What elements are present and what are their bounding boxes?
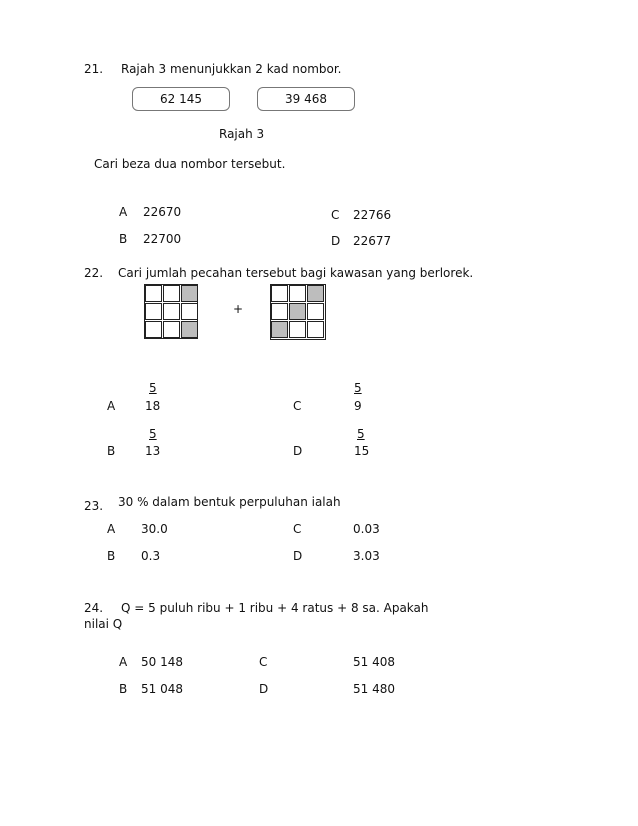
q22-option-a-denominator: 18 (145, 399, 161, 413)
q23-number: 23. (84, 499, 104, 513)
left-grid-cell-1-1 (163, 303, 180, 320)
q21-option-c-value: 22766 (353, 208, 392, 222)
right-grid-cell-1-0 (271, 303, 288, 320)
right-grid-cell-2-2 (307, 321, 324, 338)
left-grid-cell-0-1 (163, 285, 180, 302)
q22-option-b-numerator: 5 (149, 427, 157, 441)
q24-option-a-letter: A (119, 655, 128, 669)
q22-option-d-denominator: 15 (354, 444, 370, 458)
q21-prompt: Rajah 3 menunjukkan 2 kad nombor. (121, 62, 342, 76)
q22-number: 22. (84, 266, 104, 280)
q23-prompt: 30 % dalam bentuk perpuluhan ialah (118, 495, 341, 509)
q22-option-b-letter: B (107, 444, 116, 458)
q22-option-a-numerator: 5 (149, 381, 157, 395)
q23-option-b-value: 0.3 (141, 549, 161, 563)
right-grid-cell-0-2-shaded (307, 285, 324, 302)
left-grid-cell-1-0 (145, 303, 162, 320)
left-grid-cell-2-1 (163, 321, 180, 338)
q21-option-c-letter: C (331, 208, 340, 222)
q21-figure-label: Rajah 3 (219, 127, 265, 141)
right-grid-cell-2-0-shaded (271, 321, 288, 338)
q23-option-c-letter: C (293, 522, 302, 536)
right-grid-cell-2-1 (289, 321, 306, 338)
q22-option-c-letter: C (293, 399, 302, 413)
q24-option-b-value: 51 048 (141, 682, 183, 696)
q22-option-d-letter: D (293, 444, 303, 458)
right-grid-cell-1-1-shaded (289, 303, 306, 320)
q23-option-d-value: 3.03 (353, 549, 380, 563)
left-grid-cell-1-2 (181, 303, 198, 320)
q24-option-a-value: 50 148 (141, 655, 183, 669)
q22-option-c-numerator: 5 (354, 381, 362, 395)
q24-option-d-letter: D (259, 682, 269, 696)
q24-number: 24. (84, 601, 104, 615)
number-card-1: 62 145 (132, 87, 230, 111)
plus-sign: + (233, 302, 244, 316)
q23-option-c-value: 0.03 (353, 522, 380, 536)
q23-option-d-letter: D (293, 549, 303, 563)
q23-option-a-letter: A (107, 522, 116, 536)
q21-option-b-value: 22700 (143, 232, 182, 246)
q23-option-b-letter: B (107, 549, 116, 563)
q21-number: 21. (84, 62, 104, 76)
left-grid-cell-0-2-shaded (181, 285, 198, 302)
q24-prompt-line1: Q = 5 puluh ribu + 1 ribu + 4 ratus + 8 sa. Apakah (121, 601, 429, 615)
q21-option-a-letter: A (119, 205, 128, 219)
q22-prompt: Cari jumlah pecahan tersebut bagi kawasan yang berlorek. (118, 266, 474, 280)
q23-option-a-value: 30.0 (141, 522, 168, 536)
right-grid-cell-0-1 (289, 285, 306, 302)
q21-instruction: Cari beza dua nombor tersebut. (94, 157, 286, 171)
left-grid-cell-2-2-shaded (181, 321, 198, 338)
right-grid-cell-1-2 (307, 303, 324, 320)
number-card-2: 39 468 (257, 87, 355, 111)
q22-option-a-letter: A (107, 399, 116, 413)
q24-option-b-letter: B (119, 682, 128, 696)
left-grid-cell-2-0 (145, 321, 162, 338)
q22-option-d-numerator: 5 (357, 427, 365, 441)
q24-option-c-letter: C (259, 655, 268, 669)
left-grid-cell-0-0 (145, 285, 162, 302)
q24-prompt-line2: nilai Q (84, 617, 123, 631)
q24-right-value-2: 51 480 (353, 682, 395, 696)
q22-option-c-denominator: 9 (354, 399, 362, 413)
right-grid-cell-0-0 (271, 285, 288, 302)
q21-option-a-value: 22670 (143, 205, 182, 219)
q21-option-b-letter: B (119, 232, 128, 246)
q24-right-value-1: 51 408 (353, 655, 395, 669)
q22-option-b-denominator: 13 (145, 444, 161, 458)
q21-option-d-letter: D (331, 234, 341, 248)
q21-option-d-value: 22677 (353, 234, 392, 248)
